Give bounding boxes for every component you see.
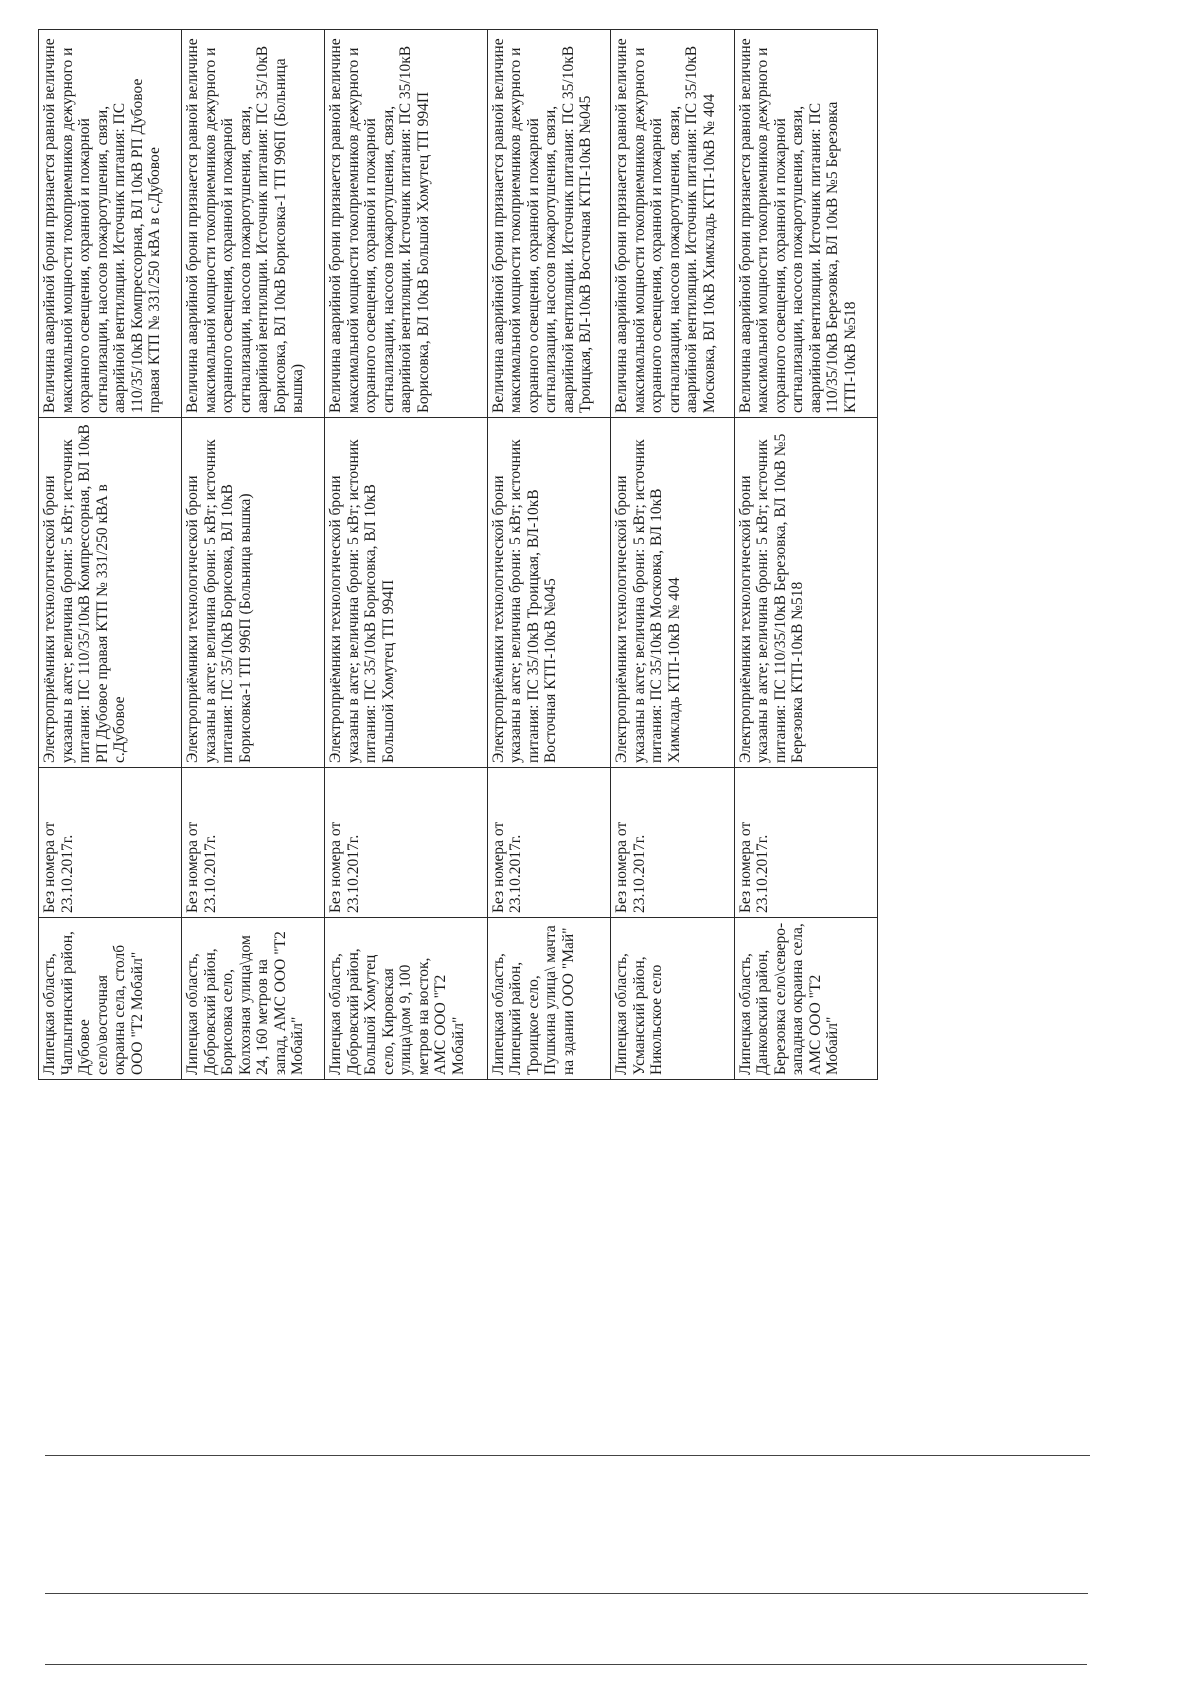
emergency-reserve-cell: Величина аварийной брони признается равной величине максимальной мощности токоприемников дежурного и охранного освещения, охранной и пожарной сигнализации, насосов пожаротушения, связи, аварийной вентиляции. Источник питания: ПС 110/35/10кВ Компрессорная, ВЛ 10кВ РП Дубовое правая КТП № 331/250 кВА в с.Дубовое xyxy=(39,30,182,418)
table-row xyxy=(325,30,488,1080)
address-cell: Липецкая область, Липецкий район, Троицкое село, Пушкина улица\ мачта на здании ООО "Май" xyxy=(487,918,610,1080)
act-cell: Без номера от 23.10.2017г. xyxy=(734,768,877,918)
address-cell: Липецкая область, Добровский район, Большой Хомутец село, Кировская улица\дом 9, 100 метров на восток, АМС ООО "Т2 Мобайл" xyxy=(325,918,488,1080)
emergency-reserve-cell: Величина аварийной брони признается равной величине максимальной мощности токоприемников дежурного и охранного освещения, охранной и пожарной сигнализации, насосов пожаротушения, связи, аварийной вентиляции. Источник питания: ПС 35/10кВ Троицкая, ВЛ-10кВ Восточная КТП-10кВ №045 xyxy=(487,30,610,418)
technological-reserve-cell: Электроприёмники технологической брони указаны в акте; величина брони: 5 кВт; источник питания: ПС 35/10кВ Московка, ВЛ 10кВ Химкладь КТП-10кВ № 404 xyxy=(611,418,734,768)
horizontal-rule xyxy=(45,1593,1088,1594)
address-cell: Липецкая область, Чаплыгинский район, Дубовое село\восточная окраина села, столб ООО "Т2 Мобайл" xyxy=(39,918,182,1080)
act-cell: Без номера от 23.10.2017г. xyxy=(182,768,325,918)
address-cell: Липецкая область, Усманский район, Никольское село xyxy=(611,918,734,1080)
emergency-reserve-cell: Величина аварийной брони признается равной величине максимальной мощности токоприемников дежурного и охранного освещения, охранной и пожарной сигнализации, насосов пожаротушения, связи, аварийной вентиляции. Источник питания: ПС 35/10кВ Борисовка, ВЛ 10кВ Борисовка-1 ТП 996П (Больница вышка) xyxy=(182,30,325,418)
emergency-reserve-cell: Величина аварийной брони признается равной величине максимальной мощности токоприемников дежурного и охранного освещения, охранной и пожарной сигнализации, насосов пожаротушения, связи, аварийной вентиляции. Источник питания: ПС 35/10кВ Борисовка, ВЛ 10кВ Большой Хомутец ТП 994П xyxy=(325,30,488,418)
emergency-reserve-cell: Величина аварийной брони признается равной величине максимальной мощности токоприемников дежурного и охранного освещения, охранной и пожарной сигнализации, насосов пожаротушения, связи, аварийной вентиляции. Источник питания: ПС 35/10кВ Московка, ВЛ 10кВ Химкладь КТП-10кВ № 404 xyxy=(611,30,734,418)
technological-reserve-cell: Электроприёмники технологической брони указаны в акте; величина брони: 5 кВт; источник питания: ПС 35/10кВ Борисовка, ВЛ 10кВ Борисовка-1 ТП 996П (Больница вышка) xyxy=(182,418,325,768)
act-cell: Без номера от 23.10.2017г. xyxy=(487,768,610,918)
technological-reserve-cell: Электроприёмники технологической брони указаны в акте; величина брони: 5 кВт; источник питания: ПС 110/35/10кВ Березовка, ВЛ 10кВ №5 Березовка КТП-10кВ №518 xyxy=(734,418,877,768)
rotated-table-wrapper xyxy=(38,30,878,1080)
table-row xyxy=(611,30,734,1080)
act-cell: Без номера от 23.10.2017г. xyxy=(39,768,182,918)
table-row xyxy=(39,30,182,1080)
emergency-reserve-cell: Величина аварийной брони признается равной величине максимальной мощности токоприемников дежурного и охранного освещения, охранной и пожарной сигнализации, насосов пожаротушения, связи, аварийной вентиляции. Источник питания: ПС 110/35/10кВ Березовка, ВЛ 10кВ №5 Березовка КТП-10кВ №518 xyxy=(734,30,877,418)
reservation-table xyxy=(38,29,878,1080)
horizontal-rule xyxy=(45,1664,1087,1665)
horizontal-rule xyxy=(45,1455,1090,1456)
address-cell: Липецкая область, Данковский район, Березовка село\северо-западная окраина села, АМС ООО "Т2 Мобайл" xyxy=(734,918,877,1080)
act-cell: Без номера от 23.10.2017г. xyxy=(325,768,488,918)
act-cell: Без номера от 23.10.2017г. xyxy=(611,768,734,918)
table-row xyxy=(487,30,610,1080)
technological-reserve-cell: Электроприёмники технологической брони указаны в акте; величина брони: 5 кВт; источник питания: ПС 110/35/10кВ Компрессорная, ВЛ 10кВ РП Дубовое правая КТП № 331/250 кВА в с.Дубовое xyxy=(39,418,182,768)
table-row xyxy=(182,30,325,1080)
address-cell: Липецкая область, Добровский район, Борисовка село, Колхозная улица\дом 24, 160 метров на запад, АМС ООО "Т2 Мобайл" xyxy=(182,918,325,1080)
technological-reserve-cell: Электроприёмники технологической брони указаны в акте; величина брони: 5 кВт; источник питания: ПС 35/10кВ Троицкая, ВЛ-10кВ Восточная КТП-10кВ №045 xyxy=(487,418,610,768)
technological-reserve-cell: Электроприёмники технологической брони указаны в акте; величина брони: 5 кВт; источник питания: ПС 35/10кВ Борисовка, ВЛ 10кВ Большой Хомутец ТП 994П xyxy=(325,418,488,768)
table-row xyxy=(734,30,877,1080)
